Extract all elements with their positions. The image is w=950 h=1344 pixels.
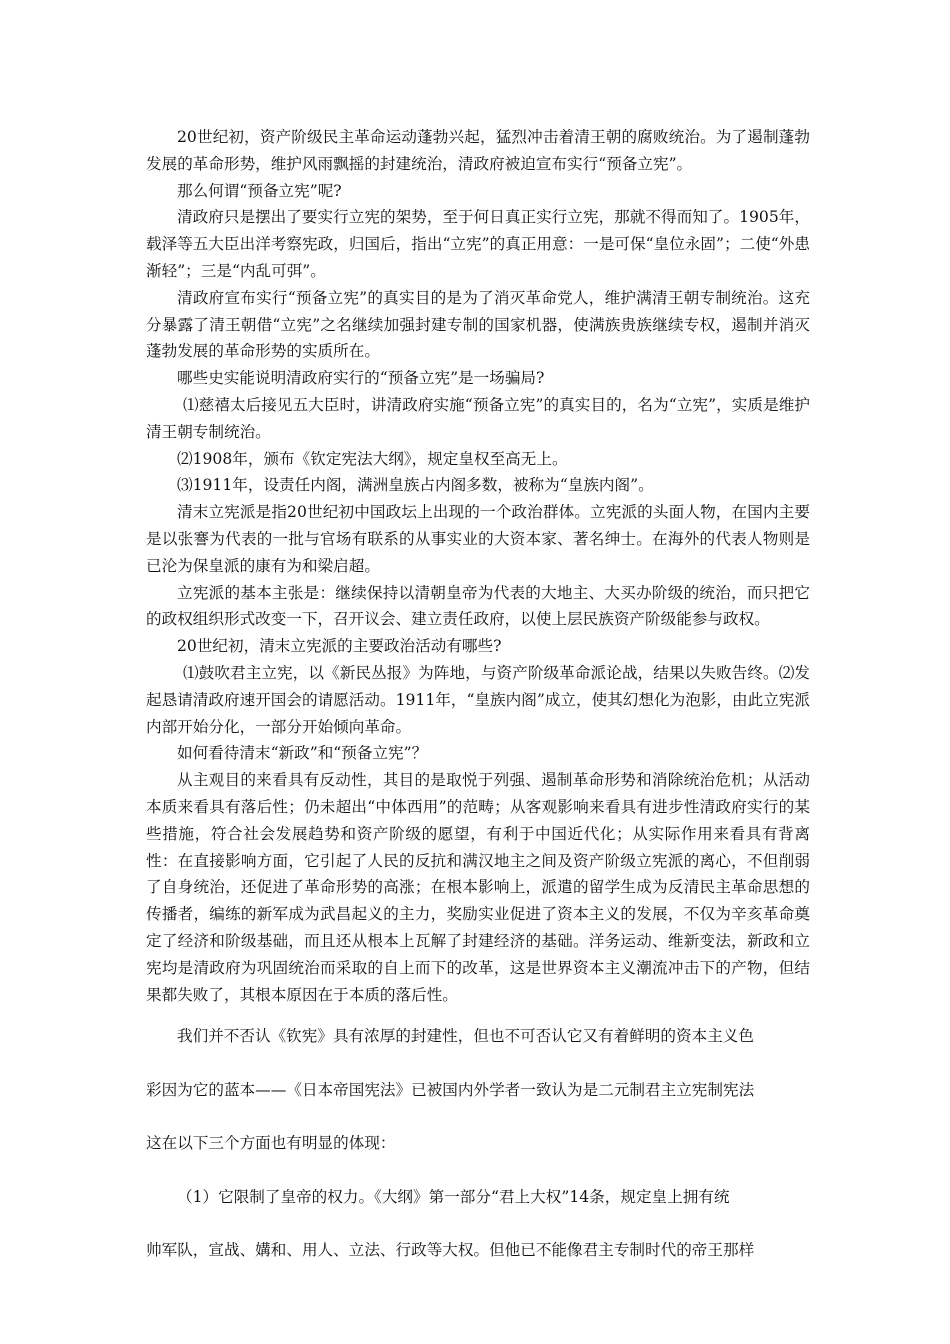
list-item: ⑶1911年，设责任内阁，满洲皇族占内阁多数，被称为“皇族内阁”。 [177, 476, 654, 495]
paragraph: 20世纪初，资产阶级民主革命运动蓬勃兴起，猛烈冲击着清王朝的腐败统治。为了遏制蓬勃发展的革命形势，维护风雨飘摇的封建统治，清政府被迫宣布实行“预备立宪”。 [146, 128, 810, 173]
paragraph: 清政府只是摆出了要实行立宪的架势，至于何日真正实行立宪，那就不得而知了。1905年，载泽等五大臣出洋考察宪政，归国后，指出“立宪”的真正用意：一是可保“皇位永固”；二使“外患渐轻”；三是“内乱可弭”。 [146, 208, 810, 280]
paragraph: 立宪派的基本主张是：继续保持以清朝皇帝为代表的大地主、大买办阶级的统治，而只把它的政权组织形式改变一下，召开议会、建立责任政府，以使上层民族资产阶级能参与政权。 [146, 583, 810, 629]
text-line: （1）它限制了皇帝的权力。《大纲》第一部分“君上大权”14条，规定皇上拥有统 [177, 1187, 730, 1206]
list-item: ⑴鼓吹君主立宪，以《新民丛报》为阵地，与资产阶级革命派论战，结果以失败告终。⑵发起恳请清政府速开国会的请愿活动。1911年，“皇族内阁”成立，使其幻想化为泡影，由此立宪派内部开始分化，一部分开始倾向革命。 [146, 663, 810, 736]
paragraph: 如何看待清末“新政”和“预备立宪”？ [177, 744, 428, 763]
paragraph: 哪些史实能说明清政府实行的“预备立宪”是一场骗局? [177, 369, 545, 388]
paragraph: 清政府宣布实行“预备立宪”的真实目的是为了消灭革命党人，维护满清王朝专制统治。这充分暴露了清王朝借“立宪”之名继续加强封建专制的国家机器，使满族贵族继续专权，遏制并消灭蓬勃发展的革命形势的实质所在。 [146, 288, 810, 361]
paragraph: 那么何谓“预备立宪”呢? [177, 181, 342, 200]
main-text [146, 124, 810, 1008]
text-line: 这在以下三个方面也有明显的体现： [146, 1134, 396, 1152]
list-item: ⑵1908年，颁布《钦定宪法大纲》，规定皇权至高无上。 [177, 449, 568, 468]
text-line: 彩因为它的蓝本——《日本帝国宪法》已被国内外学者一致认为是二元制君主立宪制宪法 [146, 1080, 755, 1099]
paragraph: 从主观目的来看具有反动性，其目的是取悦于列强、遏制革命形势和消除统治危机；从活动本质来看具有落后性；仍未超出“中体西用”的范畴；从客观影响来看具有进步性清政府实行的某些措施，符合社会发展趋势和资产阶级的愿望，有利于中国近代化；从实际作用来看具有背离性：在直接影响方面，它引起了人民的反抗和满汉地主之间及资产阶级立宪派的离心，不但削弱了自身统治，还促进了革命形势的高涨；在根本影响上，派遣的留学生成为反清民主革命思想的传播者，编练的新军成为武昌起义的主力，奖励实业促进了资本主义的发展，不仅为辛亥革命奠定了经济和阶级基础，而且还从根本上瓦解了封建经济的基础。洋务运动、维新变法，新政和立宪均是清政府为巩固统治而采取的自上而下的改革，这是世界资本主义潮流冲击下的产物，但结果都失败了，其根本原因在于本质的落后性。 [146, 771, 810, 1004]
paragraph: 清末立宪派是指20世纪初中国政坛上出现的一个政治群体。立宪派的头面人物，在国内主要是以张謇为代表的一批与官场有联系的从事实业的大资本家、著名绅士。在海外的代表人物则是已沦为保皇派的康有为和梁启超。 [146, 503, 810, 575]
lower-text [146, 1010, 810, 1278]
list-item: ⑴慈禧太后接见五大臣时，讲清政府实施“预备立宪”的真实目的，名为“立宪”，实质是维护清王朝专制统治。 [146, 395, 810, 441]
text-line: 帅军队，宣战、媾和、用人、立法、行政等大权。但他已不能像君主专制时代的帝王那样 [146, 1241, 755, 1259]
text-line: 我们并不否认《钦宪》具有浓厚的封建性，但也不可否认它又有着鲜明的资本主义色 [177, 1027, 754, 1045]
paragraph: 20世纪初，清末立宪派的主要政治活动有哪些? [177, 637, 502, 656]
